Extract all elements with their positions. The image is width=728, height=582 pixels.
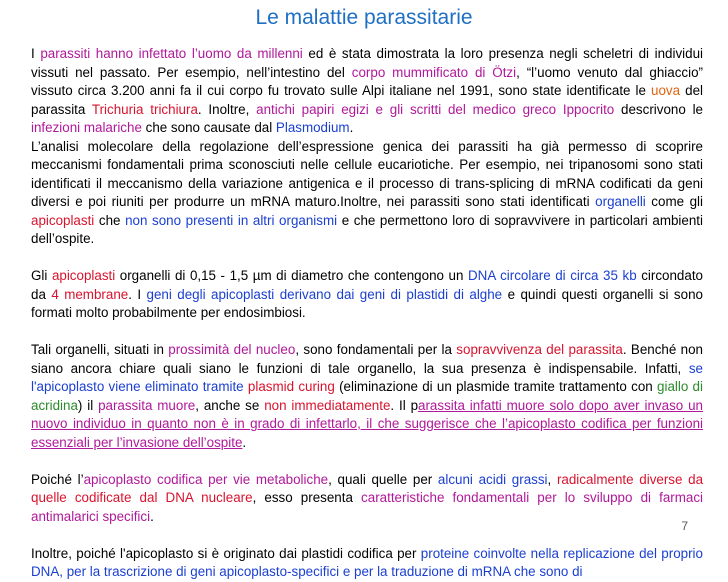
slide-title: Le malattie parassitarie [255,6,473,29]
highlight: plasmid curing [247,379,335,394]
text: . [150,508,154,524]
text: Inoltre, poiché l'apicoplasto si è originato dai plastidi codifica per [31,545,421,561]
highlight: non immediatamente [264,397,391,413]
highlight: apicoplasti [51,268,116,283]
text: . I [128,286,147,302]
text: circondato da [31,268,703,302]
highlight: parassita muore [98,397,196,413]
highlight: corpo mummificato di Ötzi [351,64,517,80]
paragraph-metabolism [31,471,703,527]
body-text [31,45,703,582]
text: . Inoltre, [197,101,257,117]
highlight: organelli [595,194,646,209]
highlight: antichi papiri egizi e gli scritti del medico greco Ippocrito [256,101,615,117]
text: che sono causate dal [141,120,276,135]
text: , anche se [195,397,265,413]
text: che [94,212,126,228]
highlight: parassiti hanno infettato l’uomo da millenni [40,46,303,61]
text: come gli [645,194,703,209]
text: Gli [31,268,52,283]
paragraph-molecular [31,138,703,249]
highlight: geni degli apicoplasti derivano dai geni di plastidi di alghe [146,286,503,302]
text: , [547,471,557,487]
text: ed è stata dimostrata la loro presenza negli scheletri di individui vissuti nel passato. Per esempio, nell’intestino del [31,46,703,80]
highlight: 4 membrane [51,286,129,302]
highlight: caratteristiche fondamentali per lo sviluppo di farmaci antimalarici specifici [31,490,704,524]
highlight: alcuni acidi grassi [437,471,548,487]
text: , esso presenta [252,490,362,505]
paragraph-replication [31,545,703,582]
text: . [242,434,247,450]
highlight: prossimità del nucleo [168,342,296,357]
paragraph-apicoplasts [31,267,703,323]
text: . Il p [390,397,419,413]
text: e che permettono loro di sopravvivere in particolari ambienti dell’ospite. [31,212,703,246]
highlight: arassita infatti muore solo dopo aver invaso un nuovo individuo in quanto non è in grado di infettarlo, il che suggerisce che l’apicoplasto codifica per funzioni essenziali per l’invasione dell’ospite [31,397,703,450]
text: , quali quelle per [328,471,438,487]
text: del parassita [31,83,703,117]
highlight: Plasmodium [275,120,350,135]
highlight: sopravvivenza del parassita [456,342,623,357]
text: descrivono le [614,101,704,117]
text: . Benché non siano ancora chiare quali siano le funzioni di tale organello, la sua presenza è indispensabile. Infatti, [31,342,703,376]
highlight: infezioni malariche [31,120,142,135]
text: , sono fondamentali per la [295,342,457,357]
text: . [349,120,354,135]
highlight: apicoplasto codifica per vie metaboliche [83,471,329,487]
highlight: DNA circolare di circa 35 kb [467,268,637,283]
highlight: non sono presenti in altri organismi [125,212,338,228]
highlight: se l'apicoplasto viene eliminato tramite [31,360,703,394]
highlight: proteine coinvolte nella replicazione del proprio DNA, per la trascrizione di geni apicoplasto-specifici e per la traduzione di mRNA che sono di [31,545,703,579]
highlight: radicalmente diverse da quelle codificate dal DNA nucleare [31,471,704,505]
text: e quindi questi organelli si sono formati molto probabilmente per endosimbiosi. [31,286,703,320]
text: organelli di 0,15 - 1,5 µm di diametro che contengono un [115,268,468,283]
text: , “l’uomo venuto dal ghiaccio” vissuto circa 3.200 anni fa il cui corpo fu trovato sulle Alpi italiane nel 1991, sono state identificate le [31,64,703,98]
highlight: apicoplasti [31,212,95,228]
paragraph-history [31,45,703,138]
highlight: Trichuria trichiura [91,101,198,117]
highlight: giallo di acridina [31,379,703,413]
text: I [31,46,41,61]
text: Tali organelli, situati in [31,342,169,357]
paragraph-organelles [31,341,703,452]
text: (eliminazione di un plasmide tramite trattamento con [334,379,658,394]
page-number: 7 [681,519,688,533]
text: ) il [77,397,99,413]
text: L’analisi molecolare della regolazione dell’espressione genica dei parassiti ha già permesso di scoprire meccanismi fondamentali prima sconosciuti nelle cellule eucariotiche. Per esempio, nei tripanosomi sono stati identificati il meccanismo della variazione antigenica e il processo di trans-splicing di mRNA codificati da geni diversi e poi riuniti per produrre un mRNA maturo.Inoltre, nei parassiti sono stati identificati [31,138,703,209]
text: Poiché l’ [31,471,84,487]
highlight: uova [651,83,681,98]
